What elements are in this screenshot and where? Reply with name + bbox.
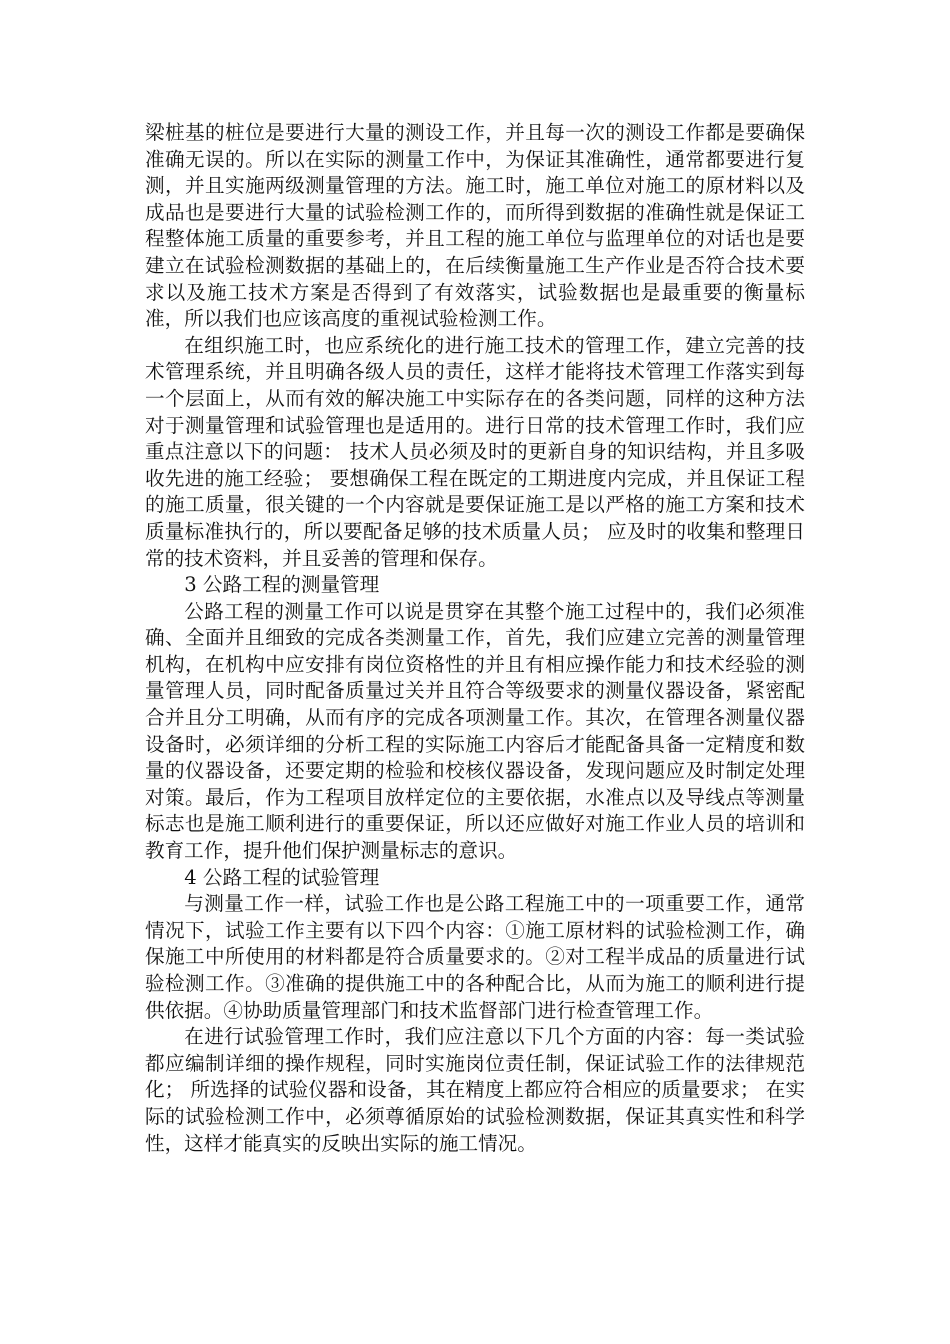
paragraph-technical-management: 在组织施工时，也应系统化的进行施工技术的管理工作，建立完善的技术管理系统，并且明确各级人员的责任，这样才能将技术管理工作落实到每一个层面上，从而有效的解决施工中实际存在的各类问题，同样的这种方法对于测量管理和试验管理也是适用的。进行日常的技术管理工作时，我们应重点注意以下的问题： 技术人员必须及时的更新自身的知识结构，并且多吸收先进的施工经验； 要想确保工程在既定的工期进度内完成，并且保证工程的施工质量，很关键的一个内容就是要保证施工是以严格的施工方案和技术质量标准执行的，所以要配备足够的技术质量人员； 应及时的收集和整理日常的技术资料，并且妥善的管理和保存。 — [145, 333, 805, 570]
section-heading-survey-management: 3 公路工程的测量管理 — [184, 573, 380, 597]
paragraph-test-work-contents: 与测量工作一样，试验工作也是公路工程施工中的一项重要工作，通常情况下，试验工作主要有以下四个内容：①施工原材料的试验检测工作，确保施工中所使用的材料都是符合质量要求的。②对工程半成品的质量进行试验检测工作。③准确的提供施工中的各种配合比，从而为施工的顺利进行提供依据。④协助质量管理部门和技术监督部门进行检查管理工作。 — [145, 892, 805, 1022]
document-body — [145, 120, 805, 1157]
section-heading-test-management: 4 公路工程的试验管理 — [184, 865, 380, 889]
paragraph-bridge-pile-survey: 梁桩基的桩位是要进行大量的测设工作，并且每一次的测设工作都是要确保准确无误的。所以在实际的测量工作中，为保证其准确性，通常都要进行复测，并且实施两级测量管理的方法。施工时，施工单位对施工的原材料以及成品也是要进行大量的试验检测工作的，而所得到数据的准确性就是保证工程整体施工质量的重要参考，并且工程的施工单位与监理单位的对话也是要建立在试验检测数据的基础上的，在后续衡量施工生产作业是否符合技术要求以及施工技术方案是否得到了有效落实，试验数据也是最重要的衡量标准，所以我们也应该高度的重视试验检测工作。 — [145, 121, 805, 331]
paragraph-survey-management: 公路工程的测量工作可以说是贯穿在其整个施工过程中的，我们必须准确、全面并且细致的完成各类测量工作，首先，我们应建立完善的测量管理机构，在机构中应安排有岗位资格性的并且有相应操作能力和技术经验的测量管理人员，同时配备质量过关并且符合等级要求的测量仪器设备，紧密配合并且分工明确，从而有序的完成各项测量工作。其次，在管理各测量仪器设备时，必须详细的分析工程的实际施工内容后才能配备具备一定精度和数量的仪器设备，还要定期的检验和校核仪器设备，发现问题应及时制定处理对策。最后，作为工程项目放样定位的主要依据，水准点以及导线点等测量标志也是施工顺利进行的重要保证，所以还应做好对施工作业人员的培训和教育工作，提升他们保护测量标志的意识。 — [145, 599, 805, 863]
paragraph-test-management-notes: 在进行试验管理工作时，我们应注意以下几个方面的内容：每一类试验都应编制详细的操作规程，同时实施岗位责任制，保证试验工作的法律规范化； 所选择的试验仪器和设备，其在精度上都应符合相应的质量要求； 在实际的试验检测工作中，必须尊循原始的试验检测数据，保证其真实性和科学性，这样才能真实的反映出实际的施工情况。 — [145, 1025, 805, 1155]
